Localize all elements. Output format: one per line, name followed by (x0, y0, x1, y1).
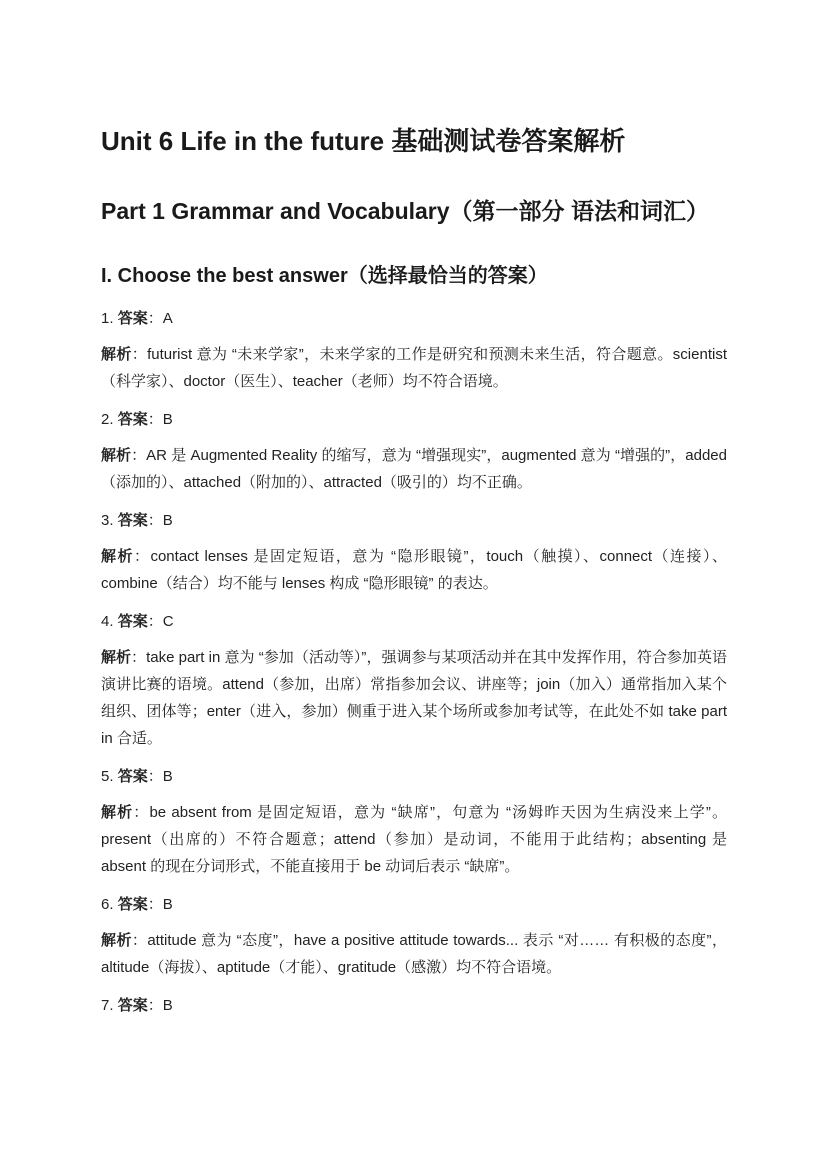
question-number: 2. (101, 411, 118, 428)
analysis-paragraph (101, 341, 727, 395)
analysis-text: ：take part in 意为 “参加（活动等）”，强调参与某项活动并在其中发挥作用，符合参加英语演讲比赛的语境。attend（参加，出席）常指参加会议、讲座等；join（加入）通常指加入某个组织、团体等；enter（进入，参加）侧重于进入某个场所或参加考试等，在此处不如 take part in 合适。 (101, 649, 727, 747)
question-number: 3. (101, 512, 118, 529)
answer-label: 答案 (117, 310, 148, 327)
analysis-paragraph (101, 442, 727, 496)
answer-value: ：A (147, 310, 173, 327)
analysis-text: ：be absent from 是固定短语，意为 “缺席”，句意为 “汤姆昨天因为生病没来上学”。present（出席的）不符合题意；attend（参加）是动词，不能用于此结构；absenting 是 absent 的现在分词形式，不能直接用于 be 动词后表示 “缺席”。 (101, 804, 727, 875)
question-number: 7. (101, 997, 118, 1014)
document-page (101, 118, 727, 1020)
question-item-1 (101, 305, 727, 395)
analysis-paragraph (101, 543, 727, 597)
analysis-label: 解析 (101, 447, 132, 464)
question-list (101, 305, 727, 1020)
answer-label: 答案 (117, 613, 148, 630)
part-title: Part 1 Grammar and Vocabulary（第一部分 语法和词汇） (101, 198, 709, 224)
analysis-label: 解析 (101, 548, 134, 565)
document-title: Unit 6 Life in the future 基础测试卷答案解析 (101, 126, 626, 156)
analysis-paragraph (101, 644, 727, 752)
answer-line (101, 992, 727, 1020)
analysis-text: ：contact lenses 是固定短语，意为 “隐形眼镜”，touch（触摸）、connect（连接）、combine（结合）均不能与 lenses 构成 “隐形眼镜” 的表达。 (101, 548, 727, 592)
analysis-label: 解析 (101, 649, 132, 666)
answer-label: 答案 (117, 411, 148, 428)
section-title: I. Choose the best answer（选择最恰当的答案） (101, 265, 548, 287)
answer-value: ：C (147, 613, 174, 630)
answer-line (101, 891, 727, 919)
answer-label: 答案 (117, 896, 148, 913)
analysis-paragraph (101, 799, 727, 880)
answer-line (101, 406, 727, 434)
analysis-label: 解析 (101, 346, 132, 363)
answer-label: 答案 (117, 512, 148, 529)
analysis-label: 解析 (101, 932, 132, 949)
question-item-4 (101, 608, 727, 752)
answer-value: ：B (147, 768, 173, 785)
analysis-paragraph (101, 927, 727, 981)
answer-value: ：B (147, 411, 173, 428)
question-number: 6. (101, 896, 118, 913)
answer-label: 答案 (117, 768, 148, 785)
question-item-2 (101, 406, 727, 496)
question-item-5 (101, 763, 727, 880)
answer-value: ：B (147, 512, 173, 529)
answer-line (101, 305, 727, 333)
answer-value: ：B (147, 997, 173, 1014)
analysis-label: 解析 (101, 804, 134, 821)
analysis-text: ：attitude 意为 “态度”，have a positive attitude towards... 表示 “对…… 有积极的态度”，altitude（海拔）、aptitude（才能）、gratitude（感激）均不符合语境。 (101, 932, 727, 976)
question-number: 5. (101, 768, 118, 785)
answer-line (101, 608, 727, 636)
answer-line (101, 763, 727, 791)
question-number: 4. (101, 613, 118, 630)
answer-label: 答案 (117, 997, 148, 1014)
question-number: 1. (101, 310, 118, 327)
analysis-text: ：AR 是 Augmented Reality 的缩写，意为 “增强现实”，augmented 意为 “增强的”，added（添加的）、attached（附加的）、attracted（吸引的）均不正确。 (101, 447, 727, 491)
question-item-7 (101, 992, 727, 1020)
question-item-6 (101, 891, 727, 981)
answer-line (101, 507, 727, 535)
analysis-text: ：futurist 意为 “未来学家”，未来学家的工作是研究和预测未来生活，符合题意。scientist（科学家）、doctor（医生）、teacher（老师）均不符合语境。 (101, 346, 727, 390)
answer-value: ：B (147, 896, 173, 913)
question-item-3 (101, 507, 727, 597)
